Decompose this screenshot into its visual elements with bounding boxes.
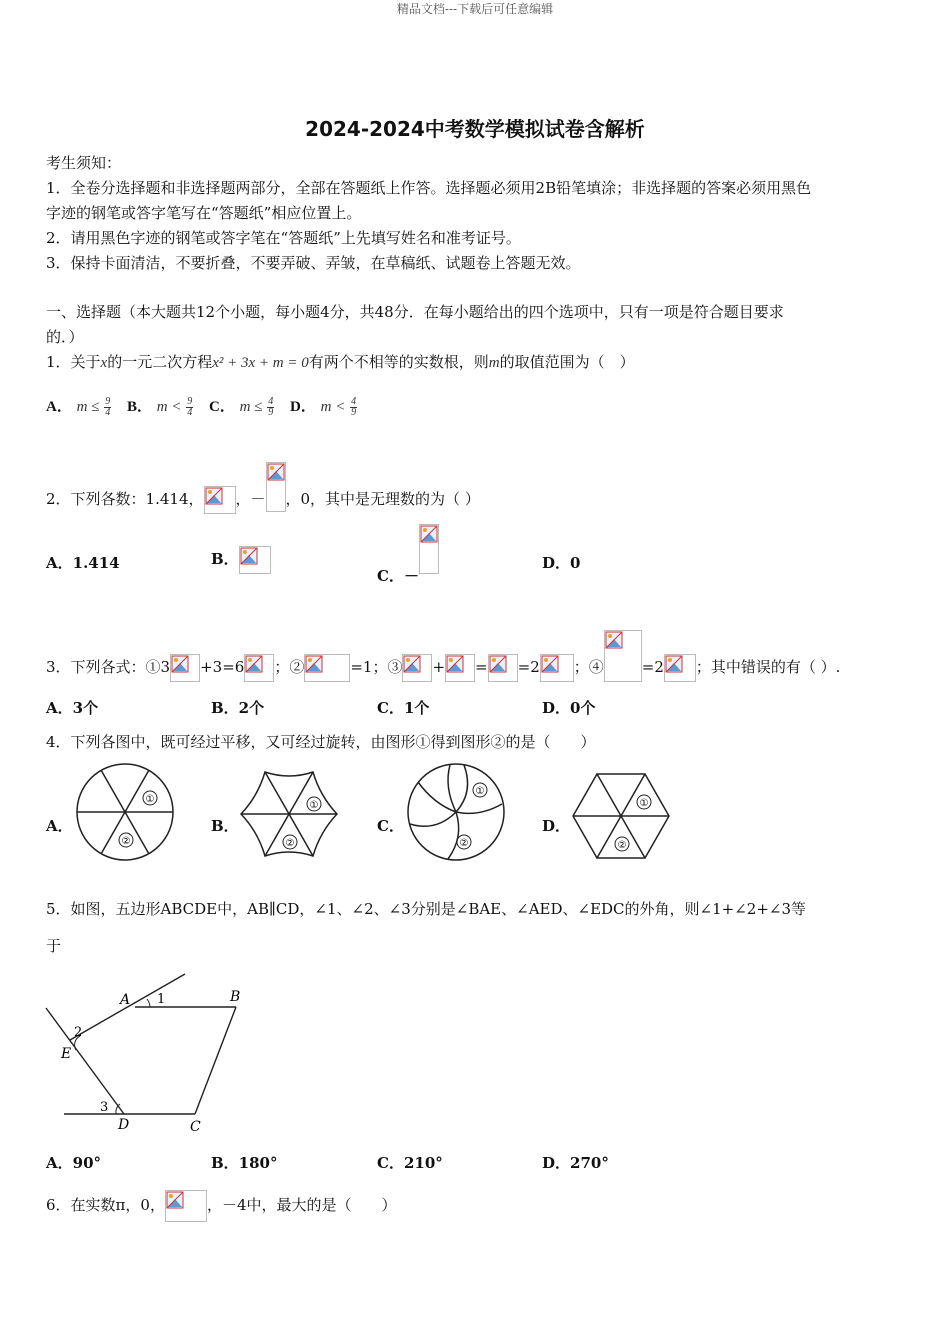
q3-option-c: C．1个	[377, 699, 430, 717]
q3-text: +	[432, 658, 446, 676]
question-3	[46, 630, 840, 682]
figure-mark: ②	[617, 840, 627, 851]
option-lhs: m <	[320, 399, 346, 415]
broken-image-icon	[664, 654, 696, 682]
figure-mark: ①	[145, 794, 155, 805]
question-5: 5．如图，五边形ABCDE中，AB∥CD，∠1、∠2、∠3分别是∠BAE、∠AED、∠EDC的外角，则∠1+∠2+∠3等	[46, 900, 807, 918]
broken-image-icon	[604, 630, 642, 682]
broken-image-icon	[244, 654, 274, 682]
q3-text: ；②	[274, 658, 305, 676]
q3-text: ；④	[573, 658, 604, 676]
q3-option-d: D．0个	[542, 699, 596, 717]
broken-image-icon	[419, 524, 439, 574]
fraction: $\frac{4}{9}$	[351, 395, 357, 418]
figure-mark: ①	[639, 798, 649, 809]
option-label: D．	[290, 399, 316, 415]
fraction: $\frac{4}{9}$	[268, 395, 274, 418]
broken-image-icon	[488, 654, 518, 682]
question-1	[46, 351, 635, 372]
q4-figure-b	[238, 768, 340, 862]
question-6	[46, 1190, 397, 1222]
q1-text: 的取值范围为（ ）	[499, 353, 635, 371]
q5-option-d: D．270°	[542, 1154, 609, 1172]
broken-image-icon	[170, 654, 200, 682]
angle-label: 3	[100, 1100, 109, 1115]
q3-option-a: A．3个	[46, 699, 99, 717]
figure-mark: ①	[309, 800, 319, 811]
figure-mark: ②	[121, 836, 131, 847]
vertex-label: A	[120, 992, 131, 1008]
broken-image-icon	[204, 486, 236, 514]
q2-text: ，0，其中是无理数的为（ ）	[285, 490, 480, 508]
q4-option-a-label: A．	[46, 817, 73, 835]
section-heading-cont: 的．）	[46, 328, 84, 346]
notice-line: 2．请用黑色字迹的钢笔或答字笔在“答题纸”上先填写姓名和准考证号。	[46, 229, 521, 247]
q5-option-c: C．210°	[377, 1154, 443, 1172]
q5-option-a: A．90°	[46, 1154, 102, 1172]
q1-option-c	[209, 395, 274, 418]
option-label: A．	[46, 399, 72, 415]
broken-image-icon	[165, 1190, 207, 1222]
question-5-cont: 于	[46, 937, 62, 955]
notice-line: 1．全卷分选择题和非选择题两部分，全部在答题纸上作答。选择题必须用2B铅笔填涂；非选择题的答案必须用黑色	[46, 179, 812, 197]
q6-text: 6．在实数π，0，	[46, 1196, 165, 1214]
notice-line: 3．保持卡面清洁，不要折叠，不要弄破、弄皱，在草稿纸、试题卷上答题无效。	[46, 254, 581, 272]
q1-var-m: m	[488, 355, 500, 371]
q4-option-d-label: D．	[542, 817, 571, 835]
notice-heading: 考生须知：	[46, 154, 122, 172]
q4-figure-d	[570, 770, 672, 862]
broken-image-icon	[304, 654, 350, 682]
q6-text: ，－4中，最大的是（ ）	[206, 1196, 397, 1214]
q4-option-c-label: C．	[377, 817, 404, 835]
q2-option-a: A．1.414	[46, 554, 120, 572]
option-lhs: m ≤	[76, 399, 100, 415]
notice-line: 字迹的钢笔或答字笔写在“答题纸”相应位置上。	[46, 204, 362, 222]
option-lhs: m ≤	[239, 399, 263, 415]
vertex-label: E	[61, 1046, 72, 1062]
q3-text: =1；③	[350, 658, 403, 676]
q2-option-c: C．－	[377, 524, 439, 586]
q3-text: +3=6	[200, 658, 245, 676]
q1-option-d	[290, 395, 357, 418]
q5-option-b: B．180°	[211, 1154, 278, 1172]
q3-text: 3．下列各式：①3	[46, 658, 171, 676]
q3-text: =2	[517, 658, 540, 676]
q2-option-d: D．0	[542, 554, 581, 572]
question-4: 4．下列各图中，既可经过平移，又可经过旋转，由图形①得到图形②的是（ ）	[46, 733, 596, 751]
q5-pentagon-figure	[40, 968, 250, 1138]
q1-option-b	[127, 395, 193, 418]
q3-text: =2	[641, 658, 664, 676]
page-title: 2024-2024中考数学模拟试卷含解析	[305, 117, 645, 141]
section-heading: 一、选择题（本大题共12个小题，每小题4分，共48分．在每小题给出的四个选项中，只有一项是符合题目要求	[46, 303, 784, 321]
q1-text: 有两个不相等的实数根，则	[308, 353, 489, 371]
angle-label: 1	[157, 992, 166, 1007]
q2-text: ，－	[235, 490, 266, 508]
figure-mark: ①	[475, 786, 485, 797]
figure-mark: ②	[459, 838, 469, 849]
option-label: B．	[127, 399, 153, 415]
vertex-label: C	[190, 1119, 201, 1135]
q4-figure-c	[404, 762, 508, 862]
fraction: $\frac{9}{4}$	[187, 395, 193, 418]
option-lhs: m <	[156, 399, 182, 415]
q4-option-b-label: B．	[211, 817, 239, 835]
q2-text: 2．下列各数：1.414，	[46, 490, 204, 508]
q3-text: =	[475, 658, 488, 676]
broken-image-icon	[239, 546, 271, 574]
fraction: $\frac{9}{4}$	[105, 395, 111, 418]
q3-option-b: B．2个	[211, 699, 265, 717]
angle-label: 2	[74, 1025, 83, 1040]
broken-image-icon	[266, 462, 286, 512]
option-label: C．	[209, 399, 235, 415]
vertex-label: D	[118, 1117, 130, 1133]
q3-text: ；其中错误的有（ ）.	[695, 658, 841, 676]
question-2	[46, 462, 480, 514]
q1-var-x: x	[100, 355, 108, 371]
q2-option-b: B．	[211, 546, 271, 574]
figure-mark: ②	[285, 838, 295, 849]
q1-text: 的一元二次方程	[107, 353, 213, 371]
broken-image-icon	[540, 654, 574, 682]
vertex-label: B	[230, 989, 241, 1005]
broken-image-icon	[445, 654, 475, 682]
q1-equation: x² + 3x + m = 0	[212, 355, 309, 371]
q1-option-a	[46, 395, 111, 418]
q1-text: 1．关于	[46, 353, 101, 371]
q4-figure-a	[74, 762, 176, 862]
broken-image-icon	[402, 654, 432, 682]
page-header: 精品文档---下载后可任意编辑	[396, 2, 554, 16]
